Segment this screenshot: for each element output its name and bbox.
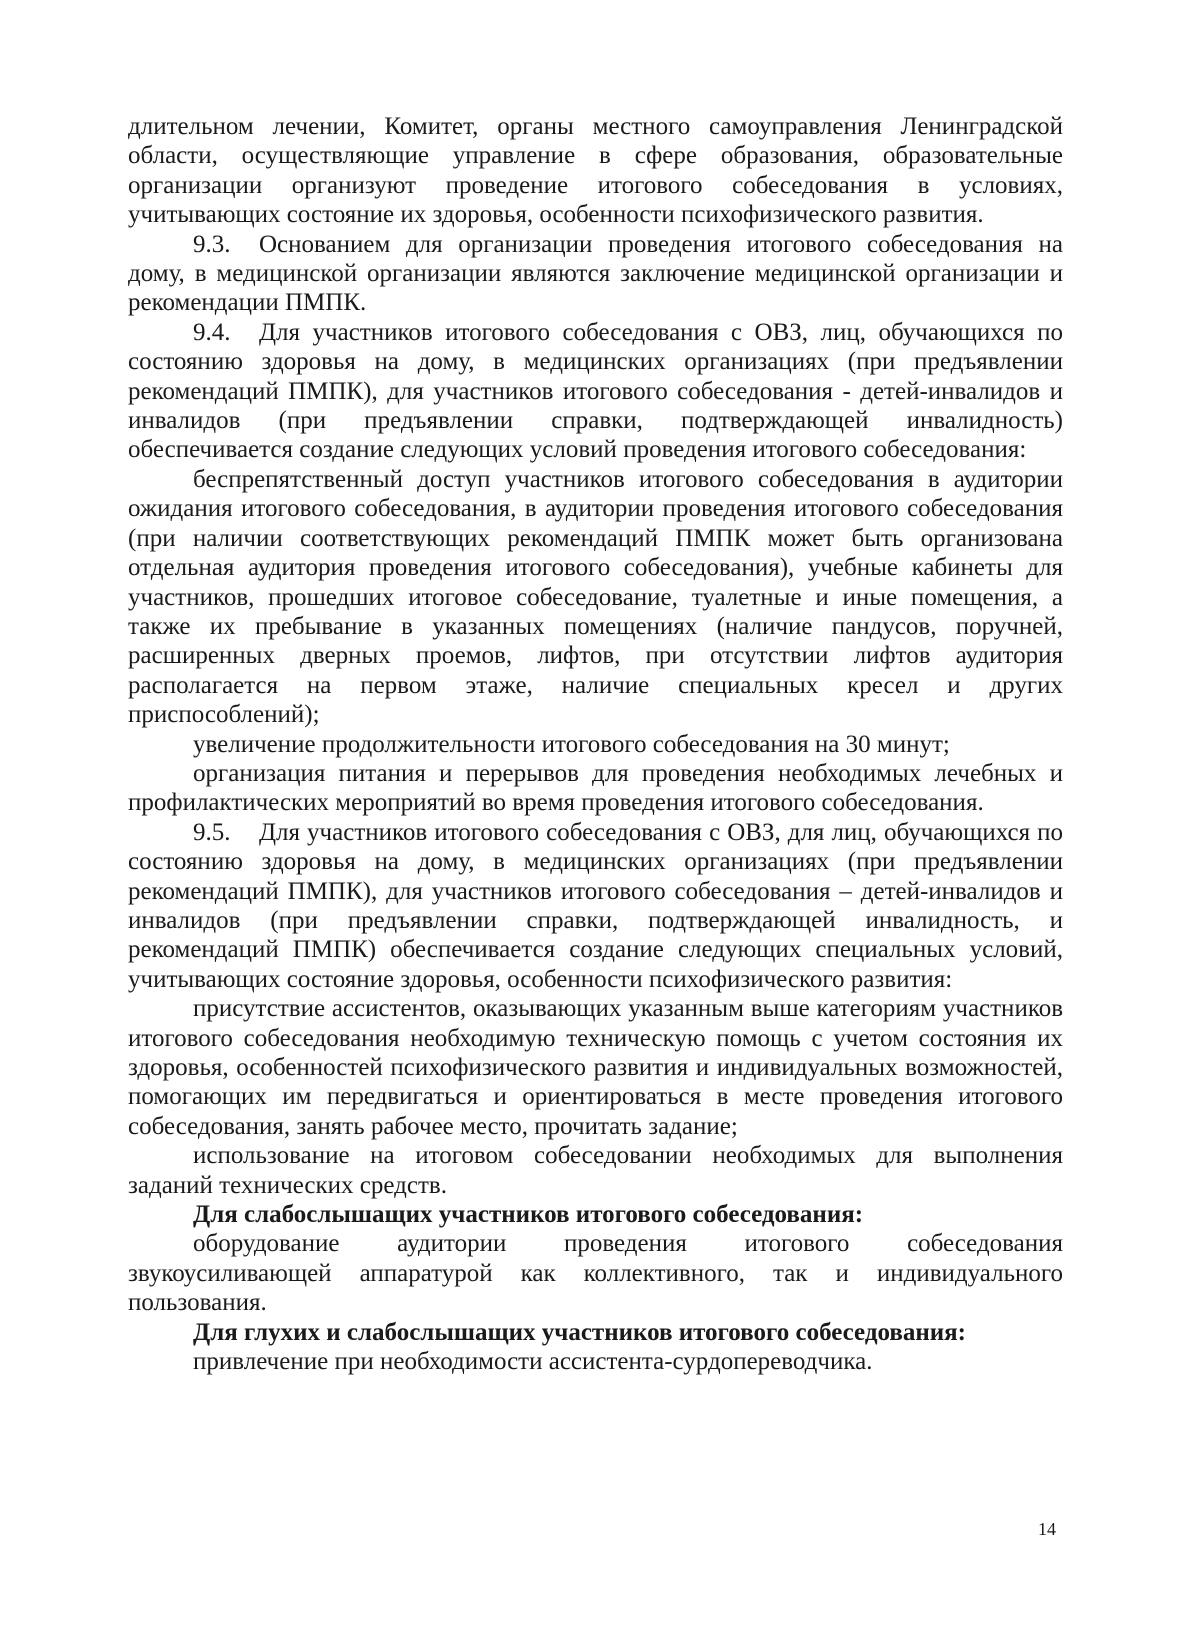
paragraph-sign-interpreter: привлечение при необходимости ассистента-сурдопереводчика. (193, 1348, 873, 1376)
paragraph-continuation: длительном лечении, Комитет, органы местного самоуправления Ленинградской области, осуществляющие управление в сфере образования, образовательные организации организуют проведение итогового собеседования в условиях, учитывающих состояние их здоровья, особенности психофизического развития. (128, 113, 1063, 229)
clause-number: 9.5. (193, 818, 231, 846)
heading-deaf-and-hard-of-hearing: Для глухих и слабослышащих участников итогового собеседования: (193, 1318, 966, 1346)
paragraph-technical-means: использование на итоговом собеседовании необходимых для выполнения заданий технических средств. (128, 1142, 1063, 1199)
paragraph-9-5 (128, 818, 1063, 994)
paragraph-assistants: присутствие ассистентов, оказывающих указанным выше категориям участников итогового собеседования необходимую техническую помощь с учетом состояния их здоровья, особенностей психофизического развития и индивидуальных возможностей, помогающих им передвигаться и ориентироваться в месте проведения итогового собеседования, занять рабочее место, прочитать задание; (128, 995, 1063, 1140)
paragraph-meals-breaks: организация питания и перерывов для проведения необходимых лечебных и профилактических мероприятий во время проведения итогового собеседования. (128, 759, 1063, 817)
paragraph-sound-equipment: оборудование аудитории проведения итогового собеседования звукоусиливающей аппаратурой как коллективного, так и индивидуального пользования. (128, 1230, 1063, 1317)
paragraph-access-conditions: беспрепятственный доступ участников итогового собеседования в аудитории ожидания итогового собеседования, в аудитории проведения итогового собеседования (при наличии соответствующих рекомендаций ПМПК может быть организована отдельная аудитория проведения итогового собеседования), учебные кабинеты для участников, прошедших итоговое собеседование, туалетные и иные помещения, а также их пребывание в указанных помещениях (наличие пандусов, поручней, расширенных дверных проемов, лифтов, при отсутствии лифтов аудитория располагается на первом этаже, наличие специальных кресел и других приспособлений); (128, 465, 1063, 729)
clause-text: Для участников итогового собеседования с ОВЗ, лиц, обучающихся по состоянию здоровья на дому, в медицинских организациях (при предъявлении рекомендаций ПМПК), для участников итогового собеседования - детей-инвалидов и инвалидов (при предъявлении справки, подтверждающей инвалидность) обеспечивается создание следующих условий проведения итогового собеседования: (128, 318, 1063, 464)
page-number: 14 (1038, 1519, 1056, 1539)
document-page (128, 112, 1063, 1376)
paragraph-extra-time: увеличение продолжительности итогового собеседования на 30 минут; (193, 730, 950, 758)
heading-hard-of-hearing: Для слабослышащих участников итогового собеседования: (193, 1201, 864, 1229)
paragraph-9-3 (128, 230, 1063, 318)
clause-number: 9.4. (193, 318, 231, 346)
clause-number: 9.3. (193, 230, 231, 258)
clause-text: Основанием для организации проведения итогового собеседования на дому, в медицинской организации являются заключение медицинской организации и рекомендации ПМПК. (128, 230, 1063, 317)
paragraph-9-4 (128, 318, 1063, 465)
clause-text: Для участников итогового собеседования с ОВЗ, для лиц, обучающихся по состоянию здоровья на дому, в медицинских организациях (при предъявлении рекомендаций ПМПК), для участников итогового собеседования – детей-инвалидов и инвалидов (при предъявлении справки, подтверждающей инвалидность, и рекомендаций ПМПК) обеспечивается создание следующих специальных условий, учитывающих состояние здоровья, особенности психофизического развития: (128, 818, 1063, 993)
